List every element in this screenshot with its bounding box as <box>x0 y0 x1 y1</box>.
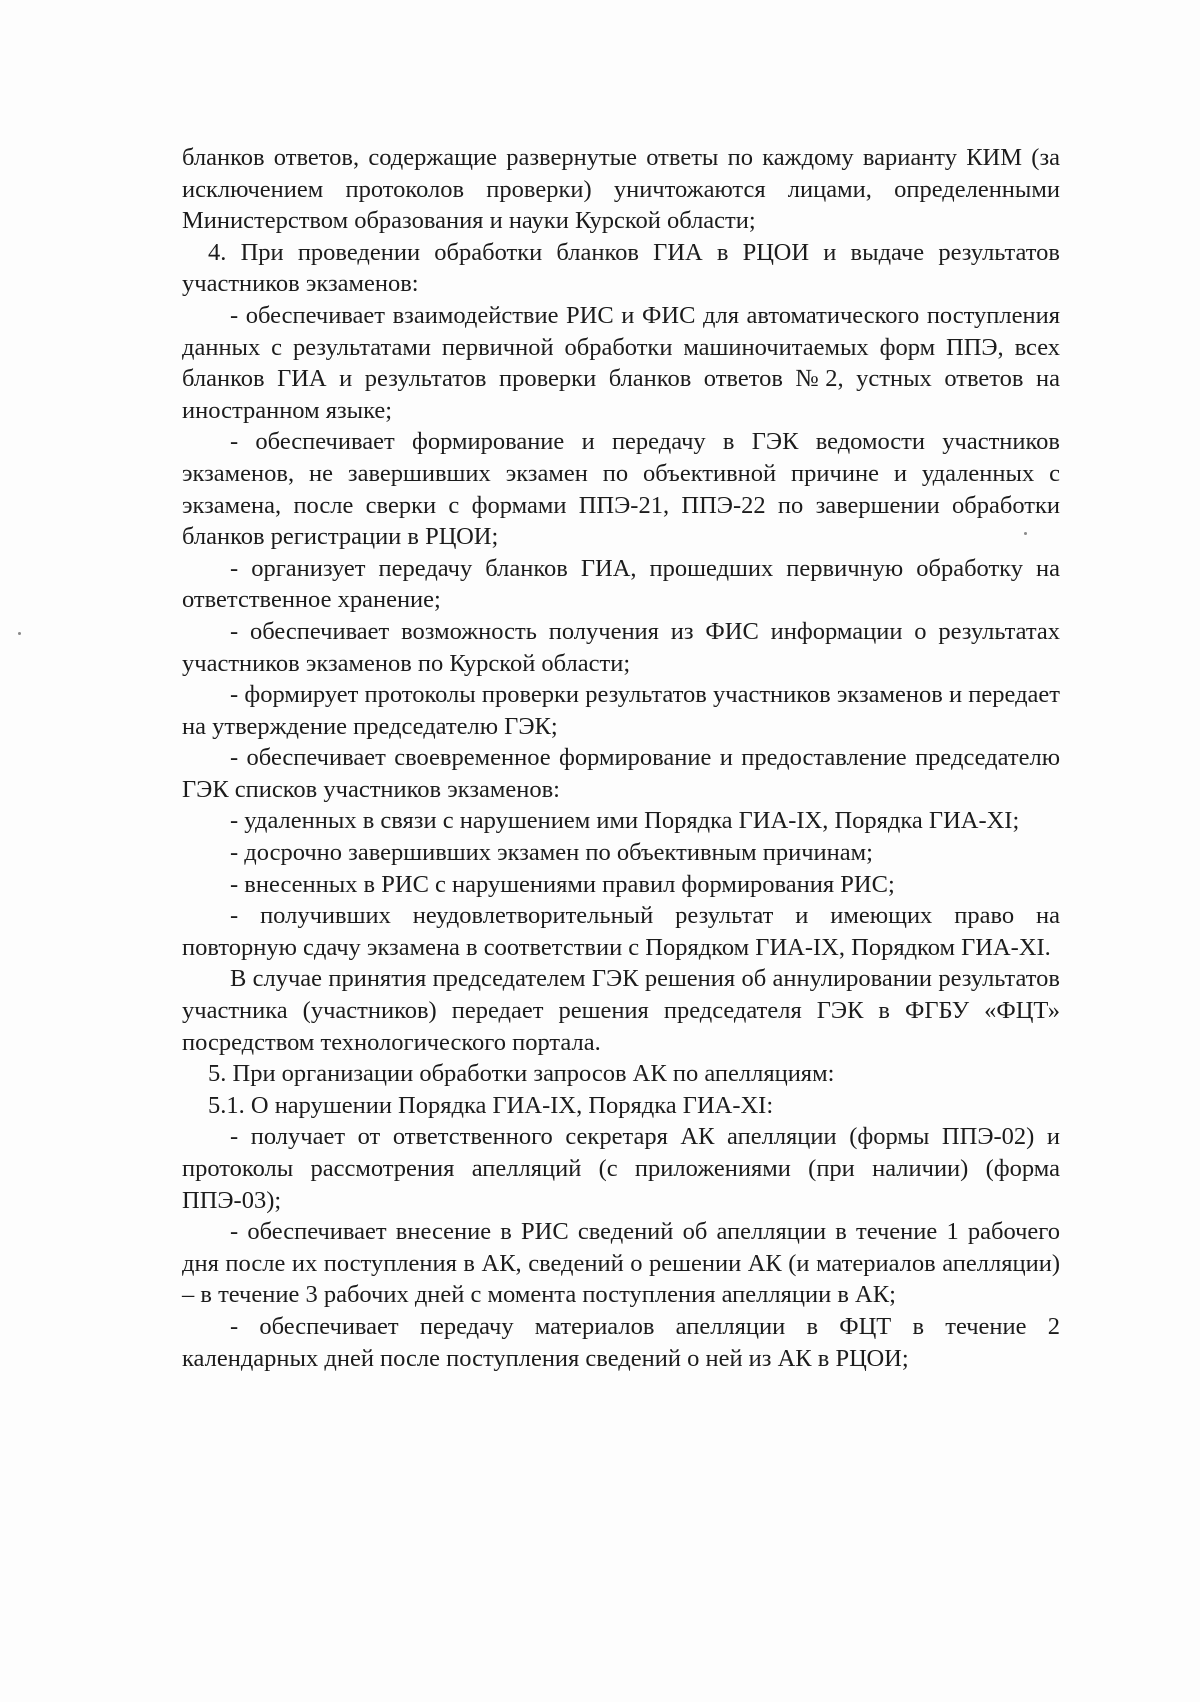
numbered-item-5-1: 5.1. О нарушении Порядка ГИА-IX, Порядка ГИА-XI: <box>208 1091 774 1119</box>
list-item: - обеспечивает передачу материалов апелляции в ФЦТ в течение 2 календарных дней после поступления сведений о ней из АК в РЦОИ; <box>182 1312 1060 1372</box>
list-item: - внесенных в РИС с нарушениями правил формирования РИС; <box>230 870 895 898</box>
document-body <box>182 142 1060 1374</box>
list-item: - обеспечивает своевременное формирование и предоставление председателю ГЭК списков участников экзаменов: <box>182 744 1060 803</box>
paragraph-continuation: бланков ответов, содержащие развернутые ответы по каждому варианту КИМ (за исключением протоколов проверки) уничтожаются лицами, определенными Министерством образования и науки Курской области; <box>182 144 1060 235</box>
list-item: - обеспечивает возможность получения из ФИС информации о результатах участников экзаменов по Курской области; <box>182 617 1060 677</box>
list-item: - обеспечивает внесение в РИС сведений об апелляции в течение 1 рабочего дня после их поступления в АК, сведений о решении АК (и материалов апелляции) – в течение 3 рабочих дней с момента поступления апелляции в АК; <box>182 1218 1060 1309</box>
list-item: - получает от ответственного секретаря АК апелляции (формы ППЭ-02) и протоколы рассмотрения апелляций (с приложениями (при наличии) (форма ППЭ-03); <box>182 1123 1060 1214</box>
numbered-item-5: 5. При организации обработки запросов АК по апелляциям: <box>208 1060 835 1088</box>
list-item: - удаленных в связи с нарушением ими Порядка ГИА-IX, Порядка ГИА-XI; <box>230 807 1020 835</box>
numbered-item-4: 4. При проведении обработки бланков ГИА в РЦОИ и выдаче результатов участников экзаменов: <box>182 238 1060 298</box>
list-item: - досрочно завершивших экзамен по объективным причинам; <box>230 839 873 867</box>
list-item: - обеспечивает формирование и передачу в ГЭК ведомости участников экзаменов, не завершивших экзамен по объективной причине и удаленных с экзамена, после сверки с формами ППЭ-21, ППЭ-22 по завершении обработки бланков регистрации в РЦОИ; <box>182 428 1060 551</box>
list-item: - формирует протоколы проверки результатов участников экзаменов и передает на утверждение председателю ГЭК; <box>182 681 1060 740</box>
list-item: - обеспечивает взаимодействие РИС и ФИС для автоматического поступления данных с результатами первичной обработки машиночитаемых форм ППЭ, всех бланков ГИА и результатов проверки бланков ответов №2, устных ответов на иностранном языке; <box>182 301 1060 424</box>
scan-speck <box>1024 532 1027 535</box>
list-item: - получивших неудовлетворительный результат и имеющих право на повторную сдачу экзамена в соответствии с Порядком ГИА-IX, Порядком ГИА-XI. <box>182 902 1060 961</box>
paragraph-annulment: В случае принятия председателем ГЭК решения об аннулировании результатов участника (участников) передает решения председателя ГЭК в ФГБУ «ФЦТ» посредством технологического портала. <box>182 965 1060 1056</box>
scan-speck <box>18 632 21 635</box>
list-item: - организует передачу бланков ГИА, прошедших первичную обработку на ответственное хранение; <box>182 554 1060 614</box>
